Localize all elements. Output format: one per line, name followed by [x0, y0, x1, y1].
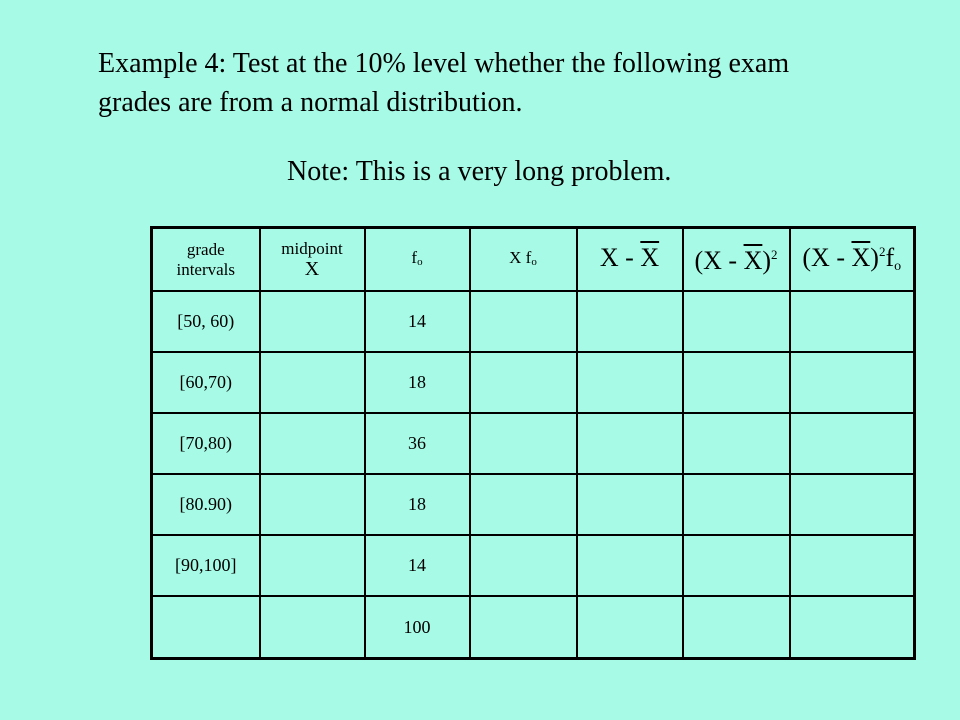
cell-squared-deviation — [683, 413, 790, 474]
cell-squared-deviation — [683, 352, 790, 413]
header-deviation — [577, 228, 683, 292]
cell-weighted-squared-deviation — [790, 474, 915, 535]
cell-interval — [152, 596, 260, 659]
cell-interval: [60,70) — [152, 352, 260, 413]
cell-midpoint — [260, 596, 365, 659]
cell-deviation — [577, 535, 683, 596]
cell-fo: 14 — [365, 535, 470, 596]
cell-weighted-squared-deviation — [790, 535, 915, 596]
cell-xfo — [470, 291, 577, 352]
header-observed-frequency: fo — [365, 228, 470, 292]
cell-interval: [90,100] — [152, 535, 260, 596]
cell-fo: 18 — [365, 474, 470, 535]
cell-midpoint — [260, 352, 365, 413]
table-total-row — [152, 596, 915, 659]
cell-midpoint — [260, 474, 365, 535]
cell-fo: 14 — [365, 291, 470, 352]
weighted-squared-deviation-formula: $(X - \overline{X})^2fo$ — [802, 243, 902, 274]
cell-weighted-squared-deviation — [790, 413, 915, 474]
note-text: Note: This is a very long problem. — [287, 156, 672, 187]
cell-deviation — [577, 352, 683, 413]
cell-squared-deviation — [683, 596, 790, 659]
cell-midpoint — [260, 413, 365, 474]
cell-squared-deviation — [683, 535, 790, 596]
table-row — [152, 352, 915, 413]
deviation-formula: X - $\overline{X}$ — [599, 243, 660, 272]
squared-deviation-formula: $(X - \overline{X})^2$ — [694, 246, 778, 275]
cell-squared-deviation — [683, 291, 790, 352]
header-grade-intervals: grade intervals — [152, 228, 260, 292]
cell-midpoint — [260, 291, 365, 352]
table-row — [152, 413, 915, 474]
cell-squared-deviation — [683, 474, 790, 535]
header-squared-deviation — [683, 228, 790, 292]
cell-deviation — [577, 596, 683, 659]
cell-xfo-total — [470, 596, 577, 659]
table-header-row — [152, 228, 915, 292]
header-midpoint: midpoint X — [260, 228, 365, 292]
header-weighted-squared-deviation — [790, 228, 915, 292]
table-row — [152, 291, 915, 352]
cell-xfo — [470, 413, 577, 474]
cell-xfo — [470, 352, 577, 413]
problem-statement-line-2: grades are from a normal distribution. — [98, 87, 523, 118]
problem-statement — [98, 44, 918, 122]
cell-fo-total: 100 — [365, 596, 470, 659]
table-row — [152, 474, 915, 535]
cell-interval: [50, 60) — [152, 291, 260, 352]
cell-deviation — [577, 413, 683, 474]
header-x-times-fo: X fo — [470, 228, 577, 292]
cell-xfo — [470, 535, 577, 596]
cell-weighted-squared-deviation — [790, 291, 915, 352]
cell-interval: [80.90) — [152, 474, 260, 535]
table-row — [152, 535, 915, 596]
cell-fo: 36 — [365, 413, 470, 474]
cell-xfo — [470, 474, 577, 535]
problem-statement-line-1: Example 4: Test at the 10% level whether the following exam — [98, 48, 790, 79]
cell-fo: 18 — [365, 352, 470, 413]
cell-interval: [70,80) — [152, 413, 260, 474]
cell-weighted-squared-deviation-total — [790, 596, 915, 659]
grade-distribution-table — [150, 226, 916, 660]
cell-deviation — [577, 291, 683, 352]
cell-deviation — [577, 474, 683, 535]
cell-weighted-squared-deviation — [790, 352, 915, 413]
cell-midpoint — [260, 535, 365, 596]
